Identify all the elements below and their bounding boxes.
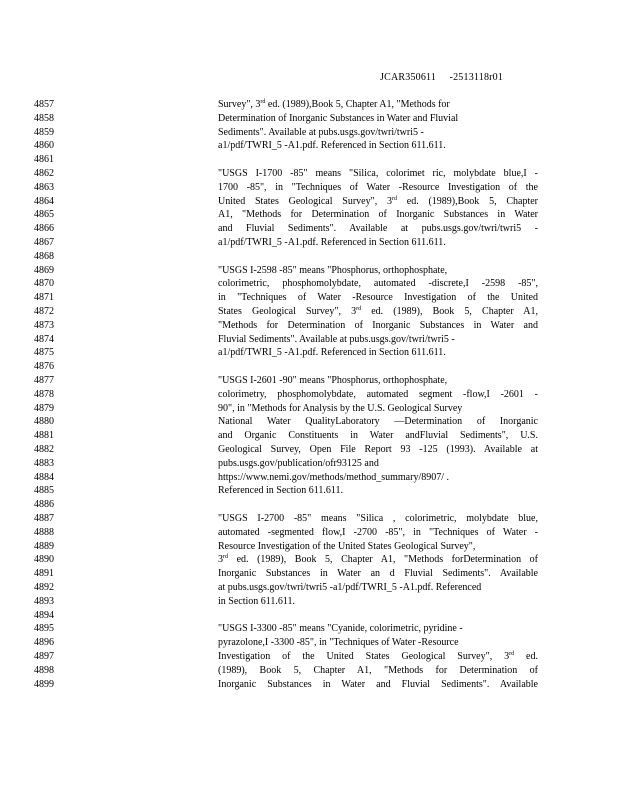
line-text: Inorganic Substances in Water and Fluvial Sediments". Available <box>218 678 538 690</box>
line-number: 4890 <box>34 554 54 566</box>
text-line <box>0 333 618 347</box>
line-text: "USGS I-1700 -85" means "Silica, colorimet ric, molybdate blue,I - <box>218 168 538 179</box>
text-line <box>0 181 618 195</box>
text-line <box>0 484 618 498</box>
text-line <box>0 443 618 457</box>
line-text: in Section 611.611. <box>218 595 296 607</box>
line-number: 4863 <box>34 181 54 193</box>
line-number: 4862 <box>34 168 54 179</box>
line-text: a1/pdf/TWRI_5 -A1.pdf. Referenced in Section 611.611. <box>218 140 446 152</box>
text-line <box>0 208 618 222</box>
line-text: 90", in "Methods for Analysis by the U.S. Geological Survey <box>218 402 463 414</box>
line-number: 4897 <box>34 651 54 662</box>
line-number: 4887 <box>34 513 54 524</box>
line-number: 4868 <box>34 250 54 262</box>
line-text: https://www.nemi.gov/methods/method_summary/8907/ . <box>218 471 450 483</box>
line-text: Investigation of the United States Geological Survey", 3rd ed. <box>218 651 538 662</box>
line-text: Determination of Inorganic Substances in Water and Fluvial <box>218 112 459 124</box>
text-line <box>0 236 618 250</box>
text-line <box>0 471 618 485</box>
text-line <box>0 595 618 609</box>
line-number: 4888 <box>34 526 54 538</box>
line-number: 4876 <box>34 361 54 373</box>
line-text: A1, "Methods for Determination of Inorganic Substances in Water <box>218 209 538 221</box>
line-number: 4881 <box>34 430 54 442</box>
text-line <box>0 374 618 388</box>
line-number: 4874 <box>34 333 54 345</box>
text-line <box>0 291 618 305</box>
text-line <box>0 526 618 540</box>
line-number: 4860 <box>34 140 54 152</box>
line-text: and Organic Constituents in Water andFluvial Sediments", U.S. <box>218 430 538 442</box>
line-text: Survey", 3rd ed. (1989),Book 5, Chapter A1, "Methods for <box>218 99 450 110</box>
text-line <box>0 167 618 181</box>
line-number: 4895 <box>34 623 54 635</box>
line-number: 4859 <box>34 126 54 138</box>
text-line <box>0 609 618 623</box>
line-text: States Geological Survey", 3rd ed. (1989), Book 5, Chapter A1, <box>218 306 538 317</box>
line-number: 4877 <box>34 375 54 386</box>
text-line <box>0 264 618 278</box>
line-number: 4869 <box>34 264 54 276</box>
line-text: "USGS I-3300 -85" means "Cyanide, colorimetric, pyridine - <box>218 623 463 635</box>
line-text: United States Geological Survey", 3rd ed. (1989),Book 5, Chapter <box>218 195 538 207</box>
line-text: "Methods for Determination of Inorganic Substances in Water and <box>218 319 538 331</box>
text-line <box>0 195 618 209</box>
text-line <box>0 581 618 595</box>
text-line <box>0 388 618 402</box>
line-text: automated -segmented flow,I -2700 -85", in "Techniques of Water - <box>218 526 538 538</box>
line-text: National Water QualityLaboratory —Determination of Inorganic <box>218 416 538 428</box>
line-number: 4867 <box>34 237 54 248</box>
line-number: 4878 <box>34 388 54 400</box>
text-line <box>0 636 618 650</box>
line-number: 4894 <box>34 609 54 621</box>
line-text: a1/pdf/TWRI_5 -A1.pdf. Referenced in Section 611.611. <box>218 237 446 248</box>
line-number: 4866 <box>34 223 54 235</box>
line-number: 4891 <box>34 568 54 580</box>
text-line <box>0 567 618 581</box>
text-line <box>0 277 618 291</box>
text-line <box>0 664 618 678</box>
line-text: "USGS I-2598 -85" means "Phosphorus, orthophosphate, <box>218 264 448 276</box>
line-text: Referenced in Section 611.611. <box>218 485 344 497</box>
text-line <box>0 360 618 374</box>
line-number: 4861 <box>34 154 54 166</box>
line-text: pyrazolone,I -3300 -85", in "Techniques of Water -Resource <box>218 637 459 649</box>
line-number: 4872 <box>34 306 54 317</box>
line-text: Geological Survey, Open File Report 93 -125 (1993). Available at <box>218 444 538 455</box>
line-text: 1700 -85", in "Techniques of Water -Resource Investigation of the <box>218 181 538 193</box>
text-line <box>0 650 618 664</box>
line-text: Resource Investigation of the United States Geological Survey", <box>218 540 476 552</box>
line-text: a1/pdf/TWRI_5 -A1.pdf. Referenced in Section 611.611. <box>218 347 446 359</box>
text-line <box>0 429 618 443</box>
text-line <box>0 319 618 333</box>
line-text: 3rd ed. (1989), Book 5, Chapter A1, "Methods forDetermination of <box>218 554 538 566</box>
text-line <box>0 415 618 429</box>
text-line <box>0 622 618 636</box>
line-number: 4880 <box>34 416 54 428</box>
line-text: Sediments". Available at pubs.usgs.gov/twri/twri5 - <box>218 126 424 138</box>
line-text: "USGS I-2700 -85" means "Silica , colorimetric, molybdate blue, <box>218 513 538 524</box>
text-line <box>0 250 618 264</box>
text-line <box>0 346 618 360</box>
line-number: 4882 <box>34 444 54 455</box>
text-line <box>0 678 618 692</box>
line-number: 4889 <box>34 540 54 552</box>
line-number: 4896 <box>34 637 54 649</box>
text-line <box>0 126 618 140</box>
line-text: colorimetric, phosphomolybdate, automated -discrete,I -2598 -85", <box>218 278 538 290</box>
line-number: 4871 <box>34 292 54 304</box>
document-id-header: JCAR350611 -2513118r01 <box>380 72 504 83</box>
line-number: 4892 <box>34 582 54 593</box>
text-line <box>0 98 618 112</box>
line-text: and Fluvial Sediments". Available at pubs.usgs.gov/twri/twri5 - <box>218 223 538 235</box>
line-text: in "Techniques of Water -Resource Investigation of the United <box>218 292 538 304</box>
text-line <box>0 553 618 567</box>
line-number: 4885 <box>34 485 54 497</box>
line-number: 4875 <box>34 347 54 359</box>
line-text: pubs.usgs.gov/publication/ofr93125 and <box>218 457 379 469</box>
text-line <box>0 139 618 153</box>
line-number: 4893 <box>34 595 54 607</box>
line-number: 4858 <box>34 112 54 124</box>
line-number: 4883 <box>34 457 54 469</box>
line-text: (1989), Book 5, Chapter A1, "Methods for Determination of <box>218 664 538 676</box>
line-number: 4870 <box>34 278 54 290</box>
line-text: Inorganic Substances in Water an d Fluvial Sediments". Available <box>218 568 538 580</box>
line-number: 4898 <box>34 664 54 676</box>
line-text: Fluvial Sediments". Available at pubs.usgs.gov/twri/twri5 - <box>218 333 455 345</box>
text-line <box>0 153 618 167</box>
line-number: 4886 <box>34 499 54 511</box>
text-line <box>0 498 618 512</box>
line-number: 4873 <box>34 319 54 331</box>
text-line <box>0 112 618 126</box>
text-line <box>0 305 618 319</box>
line-text: "USGS I-2601 -90" means "Phosphorus, orthophosphate, <box>218 375 448 386</box>
text-line <box>0 402 618 416</box>
text-line <box>0 540 618 554</box>
line-text: at pubs.usgs.gov/twri/twri5 -a1/pdf/TWRI_5 -A1.pdf. Referenced <box>218 582 482 593</box>
line-number: 4879 <box>34 402 54 414</box>
text-line <box>0 512 618 526</box>
line-number: 4899 <box>34 678 54 690</box>
line-number: 4865 <box>34 209 54 221</box>
line-number: 4884 <box>34 471 54 483</box>
line-number: 4857 <box>34 99 54 110</box>
text-line <box>0 457 618 471</box>
text-line <box>0 222 618 236</box>
line-text: colorimetry, phosphomolybdate, automated segment -flow,I -2601 - <box>218 388 538 400</box>
line-number: 4864 <box>34 195 54 207</box>
